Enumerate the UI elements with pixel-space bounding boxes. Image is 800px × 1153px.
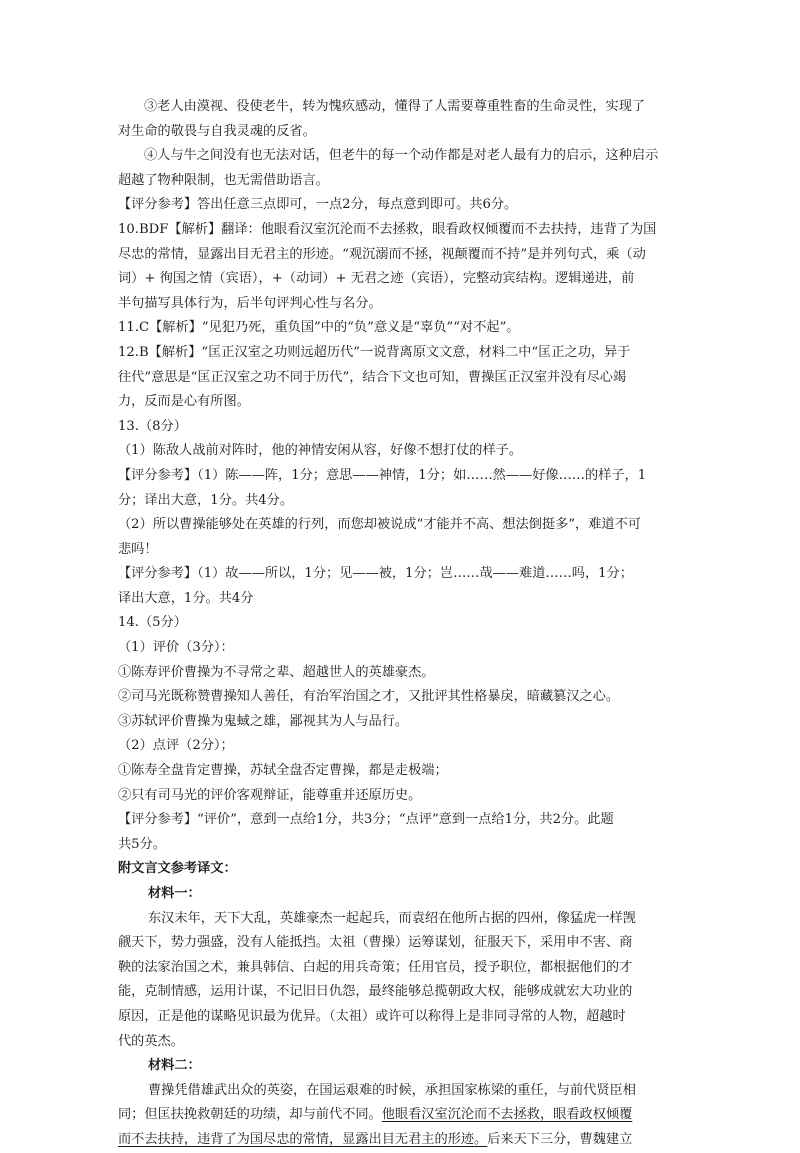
question-14-heading: 14.（5分） xyxy=(118,615,187,631)
question-13-part-1: （1）陈敌人战前对阵时，他的神情安闲从容，好像不想打仗的样子。 xyxy=(118,443,523,459)
text-line: 原因，正是他的谋略见识最为优异。（太祖）或许可以称得上是非同寻常的人物，超越时 xyxy=(118,1008,626,1024)
text-line: 觎天下，势力强盛，没有人能抵挡。太祖（曹操）运筹谋划，征服天下，采用申不害、商 xyxy=(118,935,633,951)
list-item: ③苏轼评价曹操为鬼蜮之雄，鄙视其为人与品行。 xyxy=(118,713,409,729)
question-14-part-1: （1）评价（3分）： xyxy=(118,640,234,656)
question-10-answer: 10.BDF【解析】翻译：他眼看汉室沉沦而不去拯救，眼看政权倾覆而不去扶持，违背了为国 xyxy=(118,221,657,237)
question-12-answer: 12.B【解析】“匡正汉室之功则远超历代”一说背离原文文意，材料二中“匡正之功，异于 xyxy=(118,344,631,360)
plain-text: 后来天下三分，曹魏建立 xyxy=(487,1131,633,1147)
plain-text: 同；但匡扶挽救朝廷的功绩，却与前代不同。 xyxy=(118,1107,382,1123)
text-line: 往代”意思是“匡正汉室之功不同于历代”，结合下文也可知，曹操匡正汉室并没有尽心竭 xyxy=(118,369,627,385)
scoring-reference: 【评分参考】（1）陈——阵，1分；意思——神情，1分；如……然——好像……的样子，1 xyxy=(118,467,647,483)
list-item: ①陈寿全盘肯定曹操，苏轼全盘否定曹操，都是走极端； xyxy=(118,763,448,779)
underlined-text: 他眼看汉室沉沦而不去拯救，眼看政权倾覆 xyxy=(381,1107,633,1123)
text-line: 力，反而是心有所图。 xyxy=(118,394,250,410)
text-line: 分；译出大意，1分。共4分。 xyxy=(118,492,294,508)
text-line: 能，克制情感，运用计谋，不记旧日仇怨，最终能够总揽朝政大权，能够成就宏大功业的 xyxy=(118,984,633,1000)
translation-paragraph: 曹操凭借雄武出众的英姿，在国运艰难的时候，承担国家栋梁的重任，与前代贤臣相 xyxy=(148,1082,636,1098)
list-item: ②只有司马光的评价客观辩证，能尊重并还原历史。 xyxy=(118,787,422,803)
translation-paragraph: 东汉末年，天下大乱，英雄豪杰一起起兵，而袁绍在他所占据的四州，像猛虎一样觊 xyxy=(148,910,636,926)
text-line: 鞅的法家治国之术，兼具韩信、白起的用兵奇策；任用官员，授予职位，都根据他们的才 xyxy=(118,959,633,975)
text-line: 代的英杰。 xyxy=(118,1033,184,1049)
text-line xyxy=(118,1103,686,1128)
answer-point-4: ④人与牛之间没有也无法对话，但老牛的每一个动作都是对老人最有力的启示，这种启示 xyxy=(144,148,659,164)
text-line xyxy=(118,1128,686,1153)
document-body xyxy=(118,95,686,1153)
text-line: 译出大意，1分。共4分 xyxy=(118,590,254,606)
material-1-heading: 材料一： xyxy=(148,886,201,901)
scoring-reference: 【评分参考】（1）故——所以，1分；见——被，1分；岂……哉——难道……吗，1分； xyxy=(118,566,633,582)
material-2-heading: 材料二： xyxy=(148,1058,201,1074)
text-line: 共5分。 xyxy=(118,836,166,852)
text-line: 悲吗！ xyxy=(118,541,158,557)
question-13-heading: 13.（8分） xyxy=(118,418,187,434)
underlined-text: 而不去扶持，违背了为国尽忠的常情，显露出目无君主的形迹。 xyxy=(118,1131,488,1147)
question-11-answer: 11.C【解析】“见犯乃死，重负国”中的“负”意义是“辜负”“对不起”。 xyxy=(118,320,520,336)
question-13-part-2: （2）所以曹操能够处在英雄的行列，而您却被说成“才能并不高、想法倒挺多”，难道不可 xyxy=(118,517,641,533)
text-line: 超越了物种限制，也无需借助语言。 xyxy=(118,172,329,188)
text-line: 半句描写具体行为，后半句评判心性与名分。 xyxy=(118,295,382,311)
text-line: 词）+ 徇国之情（宾语），+（动词）+ 无君之迹（宾语），完整动宾结构。逻辑递进，前 xyxy=(118,271,635,287)
answer-point-3: ③老人由漠视、役使老牛，转为愧疚感动，懂得了人需要尊重牲畜的生命灵性，实现了 xyxy=(144,99,646,114)
scoring-reference: 【评分参考】“评价”，意到一点给1分，共3分；“点评”意到一点给1分，共2分。此题 xyxy=(118,812,614,828)
list-item: ②司马光既称赞曹操知人善任，有治军治国之才，又批评其性格暴戾，暗藏篡汉之心。 xyxy=(118,689,620,705)
question-14-part-2: （2）点评（2分）； xyxy=(118,738,234,754)
text-line: 尽忠的常情，显露出目无君主的形迹。“观沉溺而不拯，视颠覆而不持”是并列句式，乘（动 xyxy=(118,246,646,262)
translation-heading: 附文言文参考译文： xyxy=(118,861,237,877)
text-line: 对生命的敬畏与自我灵魂的反省。 xyxy=(118,123,316,139)
scoring-reference: 【评分参考】答出任意三点即可，一点2分，每点意到即可。共6分。 xyxy=(118,197,518,213)
list-item: ①陈寿评价曹操为不寻常之辈、超越世人的英雄豪杰。 xyxy=(118,664,435,680)
